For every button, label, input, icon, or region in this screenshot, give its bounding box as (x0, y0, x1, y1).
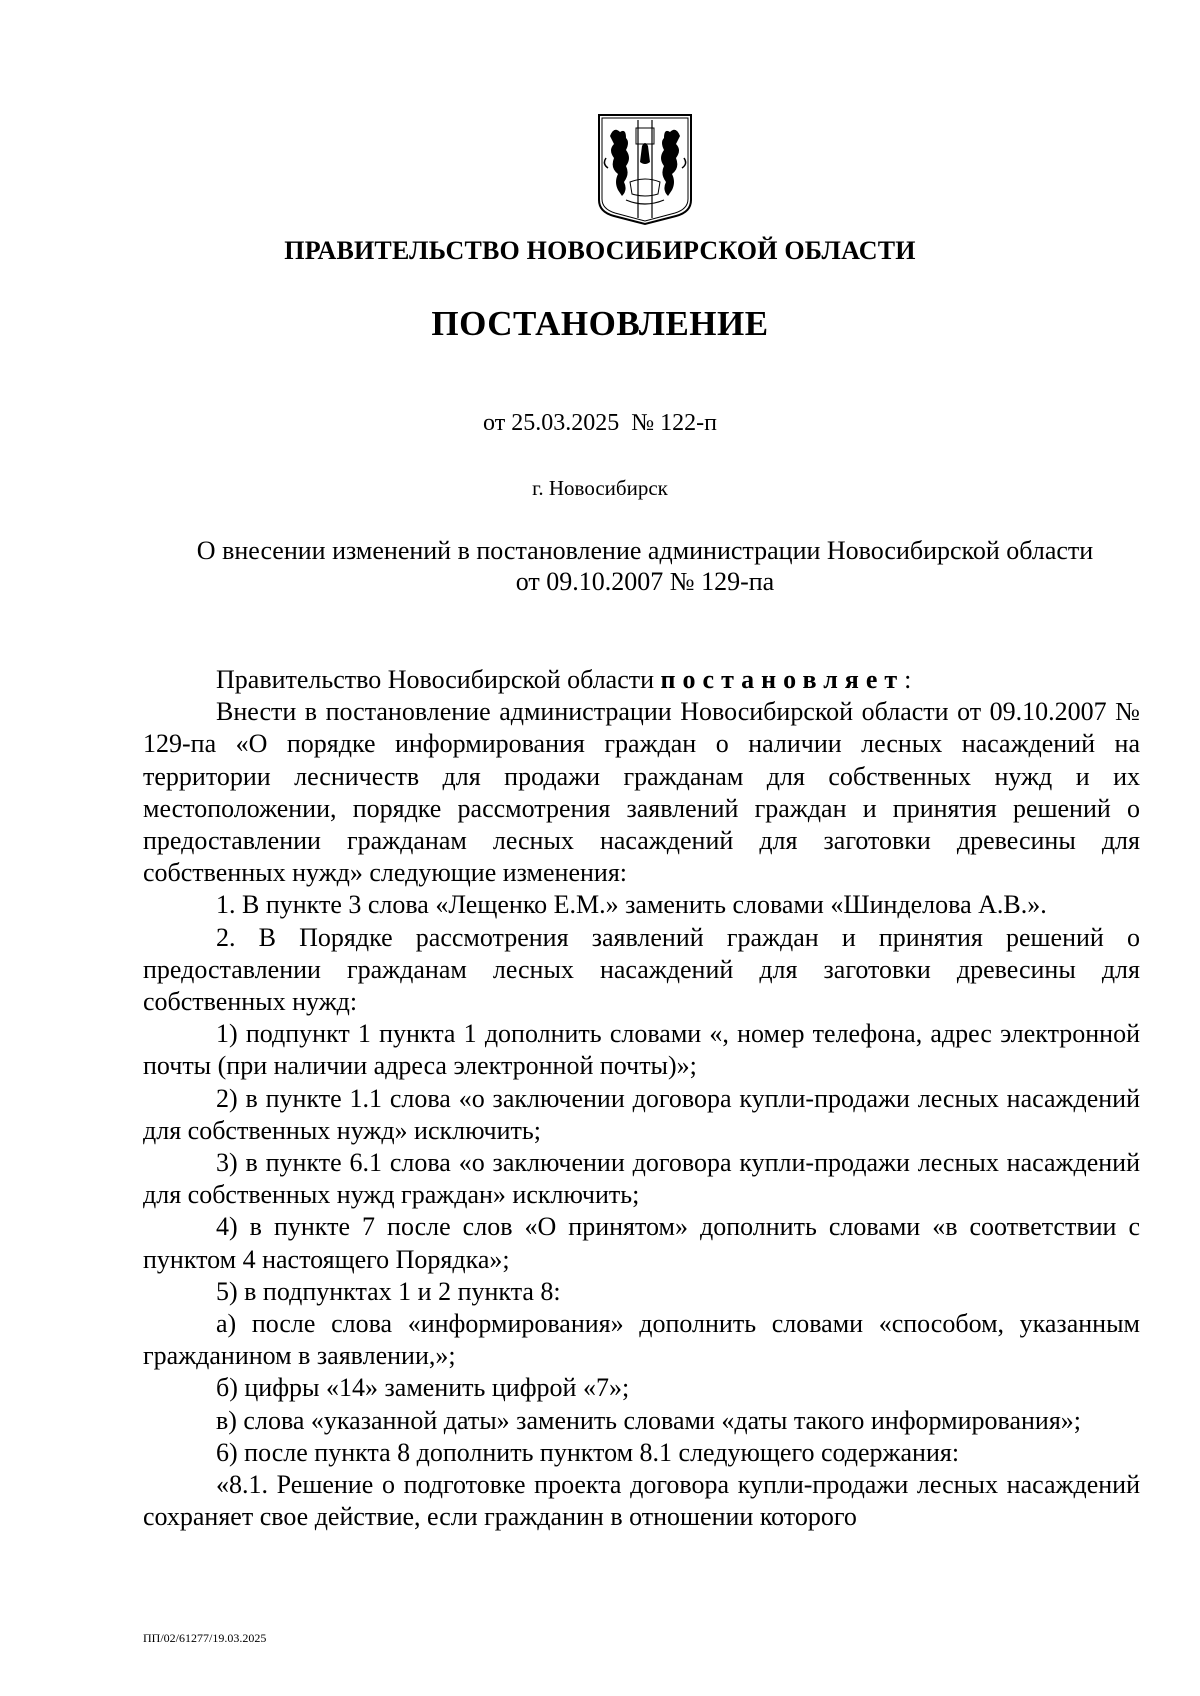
body-paragraph: а) после слова «информирования» дополнить словами «способом, указанным гражданином в заявлении,»; (143, 1309, 1140, 1371)
body-paragraph: 1. В пункте 3 слова «Лещенко Е.М.» заменить словами «Шинделова А.В.». (216, 890, 1047, 920)
body-paragraph: 4) в пункте 7 после слов «О принятом» дополнить словами «в соответствии с пунктом 4 настоящего Порядка»; (143, 1212, 1140, 1274)
body-paragraph: Внести в постановление администрации Новосибирской области от 09.10.2007 № 129-па «О порядке информирования граждан о наличии лесных насаждений на территории лесничеств для продажи гражданам для собственных нужд и их местоположении, порядке рассмотрения заявлений граждан и принятия решений о предоставлении гражданам лесных насаждений для заготовки древесины для собственных нужд» следующие изменения: (143, 697, 1140, 888)
organization-title: ПРАВИТЕЛЬСТВО НОВОСИБИРСКОЙ ОБЛАСТИ (284, 236, 916, 265)
intro-decree-word: постановляет (660, 665, 905, 694)
document-registration-code: ПП/02/61277/19.03.2025 (143, 1631, 267, 1645)
document-city: г. Новосибирск (532, 476, 668, 500)
body-paragraph: 2) в пункте 1.1 слова «о заключении договора купли-продажи лесных насаждений для собственных нужд» исключить; (143, 1083, 1140, 1145)
document-date-number: от 25.03.2025 № 122-п (483, 410, 717, 436)
body-paragraph: 5) в подпунктах 1 и 2 пункта 8: (216, 1276, 561, 1306)
body-paragraph: 2. В Порядке рассмотрения заявлений граждан и принятия решений о предоставлении гражданам лесных насаждений для заготовки древесины для собственных нужд: (143, 922, 1140, 1017)
subject-line-1: О внесении изменений в постановление администрации Новосибирской области (196, 536, 1094, 565)
intro-paragraph (143, 664, 1140, 696)
intro-text: Правительство Новосибирской области (216, 665, 661, 694)
intro-colon: : (904, 665, 912, 694)
body-paragraph: 6) после пункта 8 дополнить пунктом 8.1 следующего содержания: (216, 1437, 960, 1467)
document-body (143, 664, 1140, 1533)
subject-line-2: от 09.10.2007 № 129-па (515, 567, 775, 596)
body-paragraph: «8.1. Решение о подготовке проекта договора купли-продажи лесных насаждений сохраняет свое действие, если гражданин в отношении которого (143, 1470, 1140, 1532)
body-paragraph: 3) в пункте 6.1 слова «о заключении договора купли-продажи лесных насаждений для собственных нужд граждан» исключить; (143, 1148, 1140, 1210)
body-paragraph: б) цифры «14» заменить цифрой «7»; (216, 1373, 630, 1403)
coat-of-arms-icon (596, 112, 694, 226)
document-type-heading: ПОСТАНОВЛЕНИЕ (431, 304, 769, 343)
body-paragraph: в) слова «указанной даты» заменить словами «даты такого информирования»; (216, 1405, 1081, 1435)
body-paragraph: 1) подпункт 1 пункта 1 дополнить словами «, номер телефона, адрес электронной почты (при наличии адреса электронной почты)»; (143, 1019, 1140, 1081)
document-subject (150, 535, 1140, 597)
